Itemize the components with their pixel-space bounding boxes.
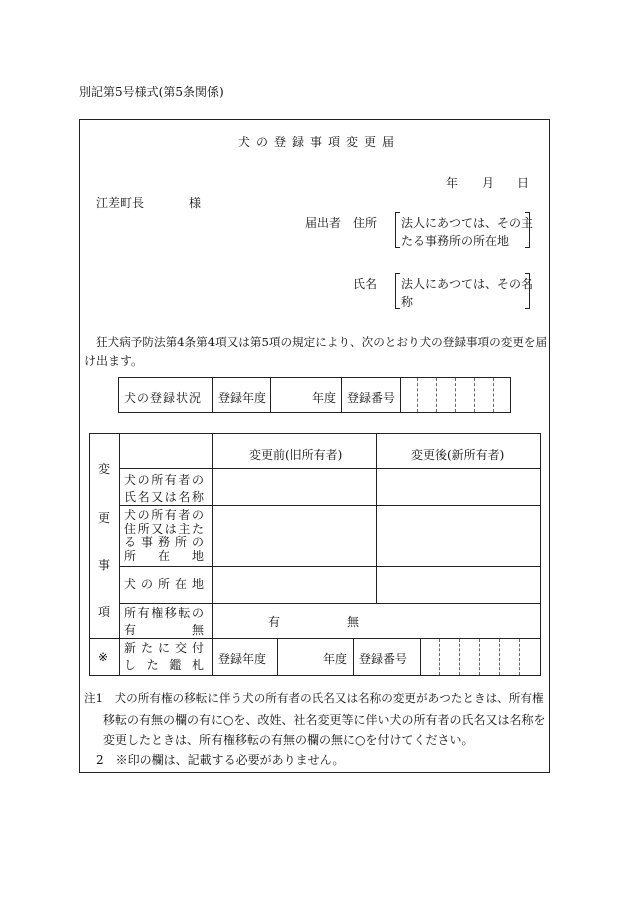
col-before-header: 変更前(旧所有者) [249, 448, 343, 462]
side-label-char-1: 変 [98, 462, 111, 476]
tag-year-suffix: 年度 [323, 652, 348, 666]
applicant-label: 届出者 [305, 216, 342, 230]
status-year-suffix: 年度 [312, 391, 337, 405]
mark-asterisk: ※ [98, 650, 109, 664]
row-tag-label: 新たに交付 した鑑札 [124, 641, 204, 672]
row-transfer-label: 所有権移転の 有無 [124, 606, 204, 637]
body-text-line2: け出ます。 [84, 354, 144, 368]
tag-year-label: 登録年度 [218, 652, 267, 666]
row-owner-address-label: 犬の所有者の 住所又は主た る事務所の 所在地 [124, 508, 204, 563]
name-note-line2: 称 [401, 295, 414, 309]
side-label-char-2: 更 [98, 511, 111, 525]
addressee-honorific: 様 [189, 196, 202, 210]
date-day-label: 日 [517, 176, 530, 190]
status-number-label: 登録番号 [347, 391, 396, 405]
note2: 2 ※印の欄は、記載する必要がありません。 [96, 753, 345, 767]
transfer-no: 無 [347, 615, 360, 629]
side-label-char-4: 項 [98, 605, 111, 619]
address-note-bracket-right [525, 212, 530, 248]
address-label: 住所 [353, 216, 378, 230]
side-label-char-3: 事 [98, 558, 111, 572]
address-note-line1: 法人にあつては、その主 [401, 216, 534, 230]
address-note-line2: たる事務所の所在地 [401, 234, 510, 248]
col-after-header: 変更後(新所有者) [411, 448, 505, 462]
form-number-label: 別記第5号様式(第5条関係) [79, 85, 224, 99]
form-title: 犬の登録事項変更届 [238, 135, 401, 149]
name-note-bracket-left [395, 273, 400, 309]
body-text-line1: 狂犬病予防法第4条第4項又は第5項の規定により、次のとおり犬の登録事項の変更を届 [96, 335, 548, 349]
name-label: 氏名 [353, 277, 378, 291]
date-year-label: 年 [446, 176, 459, 190]
transfer-yes: 有 [268, 615, 281, 629]
status-label: 犬の登録状況 [124, 391, 203, 405]
note1-line3: 変更したときは、所有権移転の有無の欄の無に○を付けてください。 [103, 733, 474, 747]
date-month-label: 月 [482, 176, 495, 190]
address-note-bracket-left [395, 212, 400, 248]
note1-line2: 移転の有無の欄の有に○を、改姓、社名変更等に伴い犬の所有者の氏名又は名称を [103, 713, 546, 727]
tag-number-label: 登録番号 [359, 652, 408, 666]
status-year-label: 登録年度 [218, 391, 267, 405]
row-owner-name-label: 犬の所有者の 氏名又は名称 [124, 473, 204, 504]
name-note-bracket-right [525, 273, 530, 309]
row-dog-location-label: 犬の所在地 [124, 577, 204, 591]
note1-line1: 注1 犬の所有権の移転に伴う犬の所有者の氏名又は名称の変更があつたときは、所有権 [84, 691, 544, 705]
addressee-name: 江差町長 [96, 196, 145, 210]
name-note-line1: 法人にあつては、その名 [401, 277, 534, 291]
